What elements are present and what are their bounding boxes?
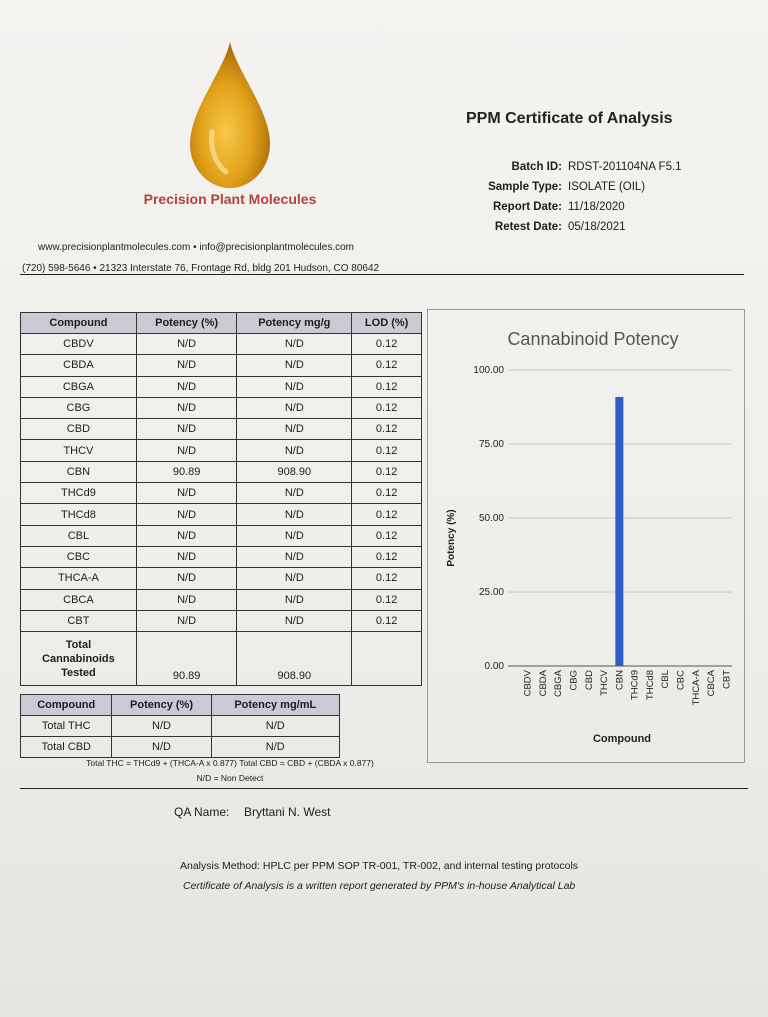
cell: N/D bbox=[211, 737, 339, 758]
cell: THCd8 bbox=[21, 504, 137, 525]
y-axis-label: Potency (%) bbox=[446, 509, 457, 567]
table-row bbox=[21, 589, 422, 610]
cell: THCd9 bbox=[21, 483, 137, 504]
analysis-method: Analysis Method: HPLC per PPM SOP TR-001, TR-002, and internal testing protocols bbox=[180, 860, 579, 872]
totals-table bbox=[20, 694, 340, 758]
header-divider bbox=[20, 274, 744, 275]
table-row bbox=[21, 504, 422, 525]
total-label-line: Cannabinoids bbox=[42, 652, 115, 665]
cell: 0.12 bbox=[352, 419, 422, 440]
col-header: Compound bbox=[21, 695, 112, 716]
meta-value: RDST-201104NA F5.1 bbox=[568, 161, 682, 173]
cell: N/D bbox=[136, 355, 237, 376]
meta-label: Retest Date: bbox=[494, 221, 562, 233]
cell: CBCA bbox=[21, 589, 137, 610]
cell: N/D bbox=[136, 334, 237, 355]
x-tick-label: CBD bbox=[583, 670, 595, 691]
x-tick-label: CBL bbox=[660, 670, 672, 689]
cell: N/D bbox=[237, 610, 352, 631]
cell: 90.89 bbox=[136, 461, 237, 482]
cell: N/D bbox=[136, 525, 237, 546]
col-header: Potency mg/mL bbox=[211, 695, 339, 716]
x-tick-label: THCd9 bbox=[629, 670, 641, 701]
cell: N/D bbox=[136, 568, 237, 589]
col-header: LOD (%) bbox=[352, 313, 422, 334]
total-row bbox=[21, 632, 422, 686]
cell: N/D bbox=[237, 397, 352, 418]
x-tick-label: CBT bbox=[721, 670, 733, 689]
chart-svg bbox=[428, 310, 744, 762]
cell: 0.12 bbox=[352, 376, 422, 397]
table-row bbox=[21, 355, 422, 376]
meta-retest-date bbox=[440, 217, 740, 237]
qa-name: Bryttani N. West bbox=[244, 805, 331, 819]
y-tick-label: 50.00 bbox=[478, 513, 504, 524]
footer-divider bbox=[20, 788, 748, 789]
y-tick-label: 0.00 bbox=[484, 661, 504, 672]
cell: 0.12 bbox=[352, 525, 422, 546]
cell: THCA-A bbox=[21, 568, 137, 589]
table-row bbox=[21, 546, 422, 567]
cell: CBT bbox=[21, 610, 137, 631]
total-potency: 90.89 bbox=[136, 632, 237, 686]
col-header: Potency mg/g bbox=[237, 313, 352, 334]
total-formula-note: Total THC = THCd9 + (THCA-A x 0.877) Total CBD = CBD + (CBDA x 0.877) bbox=[86, 758, 374, 768]
cell: N/D bbox=[237, 355, 352, 376]
x-tick-label: CBGA bbox=[553, 670, 565, 697]
chart-x-ticks bbox=[523, 669, 733, 705]
cell: 0.12 bbox=[352, 504, 422, 525]
meta-report-date bbox=[440, 197, 740, 217]
table-row bbox=[21, 483, 422, 504]
cell: N/D bbox=[112, 737, 211, 758]
table-row bbox=[21, 610, 422, 631]
contact-phone-address: (720) 598-5646 • 21323 Interstate 76, Frontage Rd, bldg 201 Hudson, CO 80642 bbox=[22, 263, 380, 274]
cell: 0.12 bbox=[352, 397, 422, 418]
table-row bbox=[21, 440, 422, 461]
cell: Total CBD bbox=[21, 737, 112, 758]
contact-web-email: www.precisionplantmolecules.com • info@precisionplantmolecules.com bbox=[38, 242, 355, 253]
cell: 0.12 bbox=[352, 334, 422, 355]
table-header-row bbox=[21, 695, 340, 716]
cell: N/D bbox=[136, 504, 237, 525]
y-tick-label: 100.00 bbox=[473, 365, 504, 376]
cell: N/D bbox=[237, 376, 352, 397]
x-tick-label: CBC bbox=[675, 670, 687, 691]
coa-note: Certificate of Analysis is a written report generated by PPM's in-house Analytical Lab bbox=[183, 880, 576, 892]
chart-title: Cannabinoid Potency bbox=[507, 329, 679, 349]
cell: N/D bbox=[136, 419, 237, 440]
meta-label: Sample Type: bbox=[488, 181, 562, 193]
cell: 0.12 bbox=[352, 355, 422, 376]
table-row bbox=[21, 419, 422, 440]
table-row bbox=[21, 525, 422, 546]
cell: 0.12 bbox=[352, 589, 422, 610]
oil-drop-logo bbox=[188, 40, 272, 190]
table-row bbox=[21, 334, 422, 355]
cell: N/D bbox=[237, 483, 352, 504]
cell: N/D bbox=[136, 397, 237, 418]
y-tick-label: 25.00 bbox=[478, 587, 504, 598]
total-label-line: Total bbox=[65, 638, 92, 651]
cell: 908.90 bbox=[237, 461, 352, 482]
cell: CBC bbox=[21, 546, 137, 567]
total-label bbox=[21, 632, 137, 686]
table-row bbox=[21, 568, 422, 589]
x-tick-label: THCA-A bbox=[690, 670, 702, 706]
cell: CBN bbox=[21, 461, 137, 482]
table-row bbox=[21, 461, 422, 482]
cell: N/D bbox=[237, 440, 352, 461]
meta-value: ISOLATE (OIL) bbox=[568, 181, 646, 193]
cell: N/D bbox=[136, 376, 237, 397]
cell: 0.12 bbox=[352, 483, 422, 504]
batch-meta bbox=[440, 157, 740, 237]
cell: CBDA bbox=[21, 355, 137, 376]
x-tick-label: CBCA bbox=[706, 670, 718, 697]
company-name: Precision Plant Molecules bbox=[143, 191, 317, 207]
meta-value: 05/18/2021 bbox=[568, 221, 626, 233]
meta-label: Report Date: bbox=[492, 201, 562, 213]
cell: N/D bbox=[237, 589, 352, 610]
cell: N/D bbox=[237, 568, 352, 589]
potency-table bbox=[20, 312, 422, 686]
cell: N/D bbox=[136, 546, 237, 567]
total-mg: 908.90 bbox=[237, 632, 352, 686]
chart-bars bbox=[615, 397, 623, 666]
x-tick-label: THCd8 bbox=[644, 670, 656, 701]
cell: Total THC bbox=[21, 716, 112, 737]
total-lod bbox=[352, 632, 422, 686]
cell: N/D bbox=[136, 440, 237, 461]
cell: N/D bbox=[112, 716, 211, 737]
cell: CBGA bbox=[21, 376, 137, 397]
cell: CBL bbox=[21, 525, 137, 546]
cell: CBD bbox=[21, 419, 137, 440]
col-header: Potency (%) bbox=[112, 695, 211, 716]
x-tick-label: CBG bbox=[568, 670, 580, 691]
cell: N/D bbox=[237, 334, 352, 355]
x-tick-label: THCV bbox=[599, 670, 611, 696]
cell: N/D bbox=[237, 504, 352, 525]
chart-grid bbox=[473, 365, 732, 672]
cell: 0.12 bbox=[352, 461, 422, 482]
qa-label: QA Name: bbox=[174, 805, 230, 819]
potency-chart bbox=[427, 309, 745, 763]
cell: N/D bbox=[237, 546, 352, 567]
meta-sample-type bbox=[440, 177, 740, 197]
meta-batch-id bbox=[440, 157, 740, 177]
cell: N/D bbox=[136, 589, 237, 610]
col-header: Potency (%) bbox=[136, 313, 237, 334]
cell: N/D bbox=[237, 419, 352, 440]
y-tick-label: 75.00 bbox=[478, 439, 504, 450]
meta-value: 11/18/2020 bbox=[568, 201, 625, 213]
table-header-row bbox=[21, 313, 422, 334]
cell: 0.12 bbox=[352, 610, 422, 631]
bar-cbn bbox=[615, 397, 623, 666]
cell: 0.12 bbox=[352, 440, 422, 461]
total-label-line: Tested bbox=[61, 666, 96, 679]
x-tick-label: CBDV bbox=[522, 670, 534, 697]
cell: CBG bbox=[21, 397, 137, 418]
x-axis-label: Compound bbox=[592, 733, 652, 745]
cell: N/D bbox=[136, 483, 237, 504]
col-header: Compound bbox=[21, 313, 137, 334]
cell: N/D bbox=[237, 525, 352, 546]
cell: N/D bbox=[211, 716, 339, 737]
x-tick-label: CBDA bbox=[537, 670, 549, 697]
meta-label: Batch ID: bbox=[511, 161, 562, 173]
x-tick-label: CBN bbox=[614, 670, 626, 691]
table-row bbox=[21, 397, 422, 418]
non-detect-note: N/D = Non Detect bbox=[196, 773, 264, 783]
cell: 0.12 bbox=[352, 546, 422, 567]
table-row bbox=[21, 716, 340, 737]
cell: N/D bbox=[136, 610, 237, 631]
certificate-title: PPM Certificate of Analysis bbox=[466, 110, 673, 127]
table-row bbox=[21, 737, 340, 758]
cell: THCV bbox=[21, 440, 137, 461]
table-row bbox=[21, 376, 422, 397]
cell: CBDV bbox=[21, 334, 137, 355]
cell: 0.12 bbox=[352, 568, 422, 589]
